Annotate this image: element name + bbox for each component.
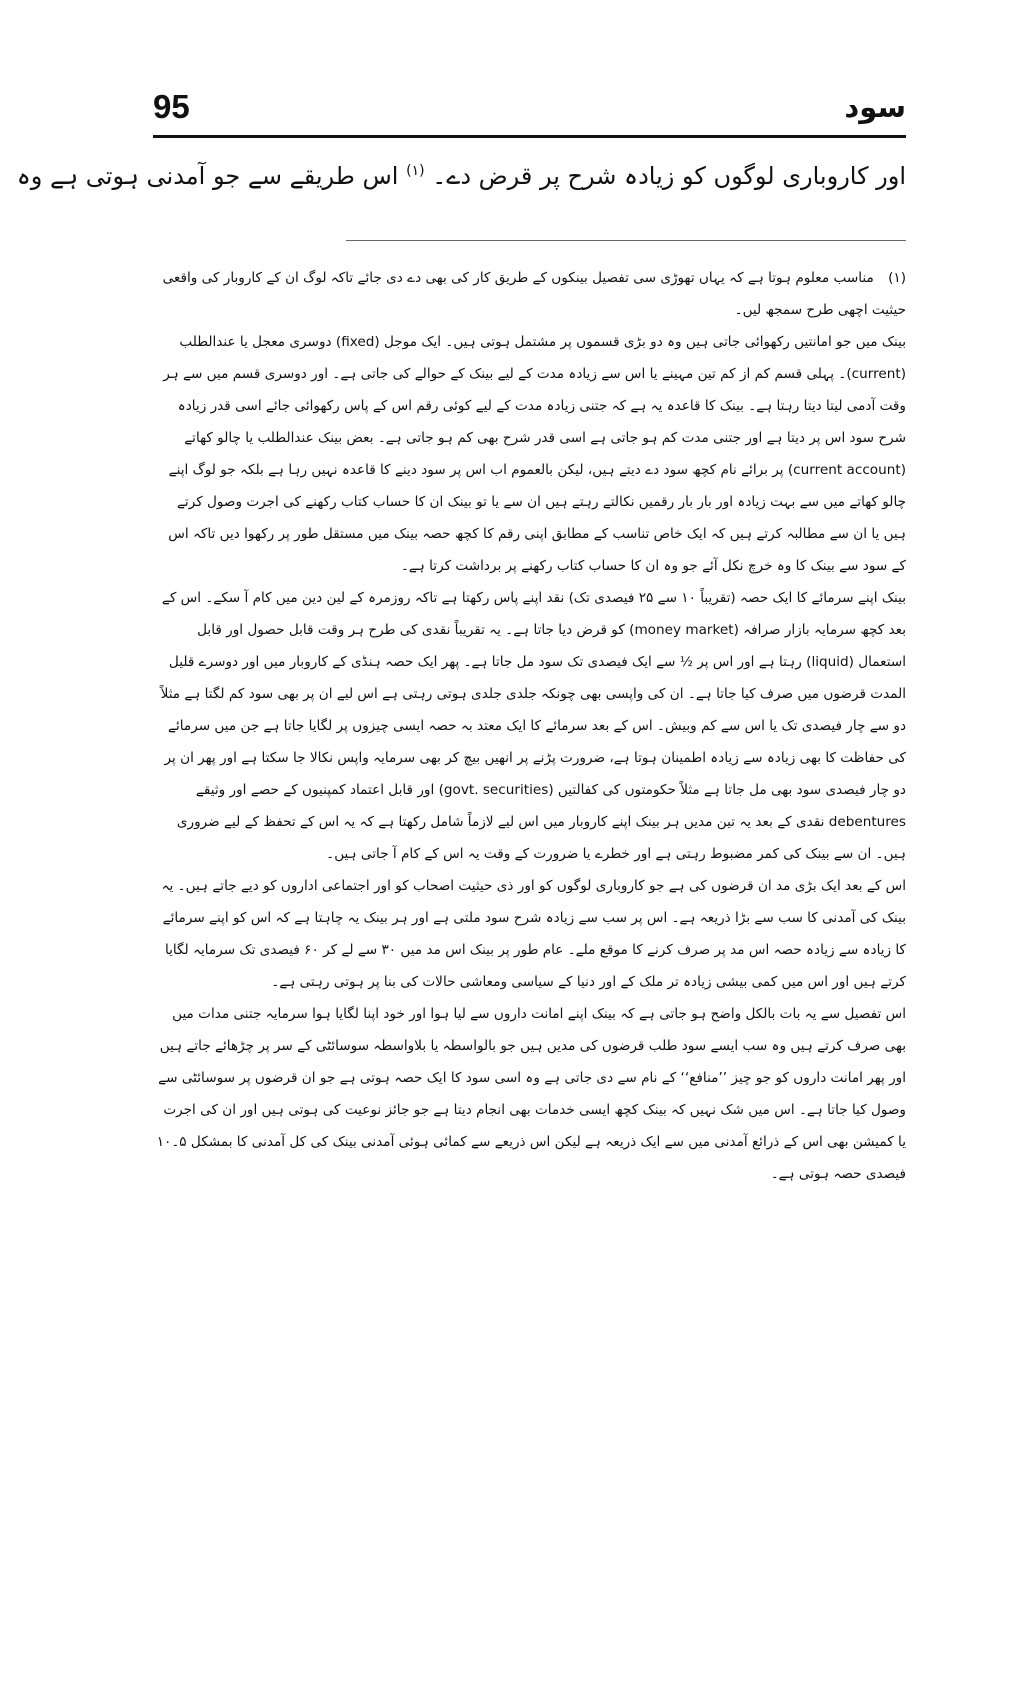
- main-text-line: [16, 150, 906, 197]
- footnote-marker: (۱): [888, 270, 906, 286]
- running-title: سود: [844, 90, 906, 124]
- page-number: 95: [153, 88, 190, 125]
- main-text-sentence: اور کاروباری لوگوں کو زیادہ شرح پر قرض دے۔: [432, 162, 906, 190]
- footnote-paragraph-loans: اس کے بعد ایک بڑی مد ان قرضوں کی ہے جو کاروباری لوگوں کو اور ذی حیثیت اصحاب کو اور اجتماعی اداروں کو دیے جاتے ہیں۔ یہ بینک کی آمدنی کا سب سے بڑا ذریعہ ہے۔ اس پر سب سے زیادہ شرح سود ملتی ہے اور ہر بینک یہ چاہتا ہے کہ اس کو اپنے سرمائے کا زیادہ سے زیادہ حصہ اس مد پر صرف کرنے کا موقع ملے۔ عام طور پر بینک اس مد میں ۳۰ سے لے کر ۶۰ فیصدی تک سرمایہ لگایا کرتے ہیں اور اس میں کمی بیشی زیادہ تر ملک کے اور دنیا کے سیاسی ومعاشی حالات کی بنا پر ہوتی رہتی ہے۔: [161, 878, 906, 990]
- footnote-paragraph-deposits: بینک میں جو امانتیں رکھوائی جاتی ہیں وہ دو بڑی قسموں پر مشتمل ہوتی ہیں۔ ایک موجل (fixed) دوسری معجل یا عندالطلب (current)۔ پہلی قسم کم از کم تین مہینے یا اس سے زیادہ مدت کے لیے بینک کے حوالے کی جاتی ہے۔ اور دوسری قسم میں سے ہر وقت آدمی لیتا دیتا رہتا ہے۔ بینک کا قاعدہ یہ ہے کہ جتنی زیادہ مدت کے لیے کوئی رقم اس کے پاس رکھوائی جائے اسی قدر زیادہ شرح سود اس پر دیتا ہے اور جتنی مدت کم ہو جاتی ہے اسی قدر شرح بھی کم ہو جاتی ہے۔ بعض بینک عندالطلب یا چالو کھاتے (current account) پر برائے نام کچھ سود دے دیتے ہیں، لیکن بالعموم اب اس پر سود دینے کا قاعدہ نہیں رہا ہے بلکہ جو لوگ اپنے چالو کھاتے میں سے بہت زیادہ اور بار بار رقمیں نکالتے رہتے ہیں ان سے یا تو بینک ان کا حساب کتاب رکھنے کی اجرت وصول کرتے ہیں یا ان سے مطالبہ کرتے ہیں کہ ایک خاص تناسب کے مطابق اپنی رقم کا کچھ حصہ بینک میں مستقل طور پر رکھوا دیں تاکہ اس کے سود سے بینک کا وہ خرچ نکل آئے جو وہ ان کا حساب کتاب رکھنے پر برداشت کرتا ہے۔: [163, 334, 906, 574]
- footnote-block: [153, 262, 906, 1190]
- footnote-paragraph-capital: بینک اپنے سرمائے کا ایک حصہ (تقریباً ۱۰ سے ۲۵ فیصدی تک) نقد اپنے پاس رکھتا ہے تاکہ روزمرہ کے لین دین میں کام آ سکے۔ اس کے بعد کچھ سرمایہ بازار صرافہ (money market) کو قرض دیا جاتا ہے۔ یہ تقریباً نقدی کی طرح ہر وقت قابل حصول اور قابل استعمال (liquid) رہتا ہے اور اس پر ½ سے ایک فیصدی تک سود مل جاتا ہے۔ پھر ایک حصہ ہنڈی کے کاروبار میں اور دوسرے قلیل المدت قرضوں میں صرف کیا جاتا ہے۔ ان کی واپسی بھی چونکہ جلدی جلدی ہوتی رہتی ہے اس لیے ان پر بھی سود کم لگتا ہے مثلاً دو سے چار فیصدی تک یا اس سے کم وبیش۔ اس کے بعد سرمائے کا ایک معتد بہ حصہ ایسی چیزوں پر لگایا جاتا ہے جن میں سرمائے کی حفاظت کا بھی زیادہ سے زیادہ اطمینان ہوتا ہے، ضرورت پڑنے پر انھیں بیچ کر بھی سرمایہ واپس نکالا جا سکتا ہے اور پھر ان پر دو چار فیصدی سود بھی مل جاتا ہے مثلاً حکومتوں کی کفالتیں (govt. securities) اور قابل اعتماد کمپنیوں کے حصے اور وثیقے debentures نقدی کے بعد یہ تین مدیں ہر بینک اپنے کاروبار میں اس لیے لازماً شامل رکھتا ہے کہ یہ اس کے تحفظ کے لیے ضروری ہیں۔ ان سے بینک کی کمر مضبوط رہتی ہے اور خطرے یا ضرورت کے وقت یہ اس کے کام آ جاتی ہیں۔: [160, 590, 906, 862]
- footnote-paragraph-conclusion: اس تفصیل سے یہ بات بالکل واضح ہو جاتی ہے کہ بینک اپنے امانت داروں سے لیا ہوا اور خود اپنا لگایا ہوا سرمایہ جتنی مدات میں بھی صرف کرتے ہیں وہ سب ایسے سود طلب قرضوں کی مدیں ہیں جو بالواسطہ یا بلاواسطہ سوسائٹی کے سر پر چڑھائے جاتے ہیں اور پھر امانت داروں کو جو چیز ’’منافع‘‘ کے نام سے دی جاتی ہے وہ اسی سود کا ایک حصہ ہوتی ہے جو ان قرضوں پر سوسائٹی سے وصول کیا جاتا ہے۔ اس میں شک نہیں کہ بینک کچھ ایسی خدمات بھی انجام دیتا ہے جو جائز نوعیت کی ہوتی ہیں اور ان کی اجرت یا کمیشن بھی اس کے ذرائع آمدنی میں سے ایک ذریعہ ہے لیکن اس ذریعے سے کمائی ہوئی آمدنی بینک کی کل آمدنی کا بمشکل ۵۔۱۰ فیصدی حصہ ہوتی ہے۔: [156, 1006, 906, 1182]
- header-rule: [153, 135, 906, 138]
- footnote-intro: [153, 262, 906, 326]
- footnote-rule: [346, 240, 906, 241]
- footnote-intro-text: مناسب معلوم ہوتا ہے کہ یہاں تھوڑی سی تفصیل بینکوں کے طریق کار کی بھی دے دی جائے تاکہ لوگ ان کے کاروبار کی واقعی حیثیت اچھی طرح سمجھ لیں۔: [162, 270, 906, 318]
- footnote-reference: (۱): [406, 163, 425, 179]
- main-text-continuation: اس طریقے سے جو آمدنی ہوتی ہے وہ: [16, 162, 399, 190]
